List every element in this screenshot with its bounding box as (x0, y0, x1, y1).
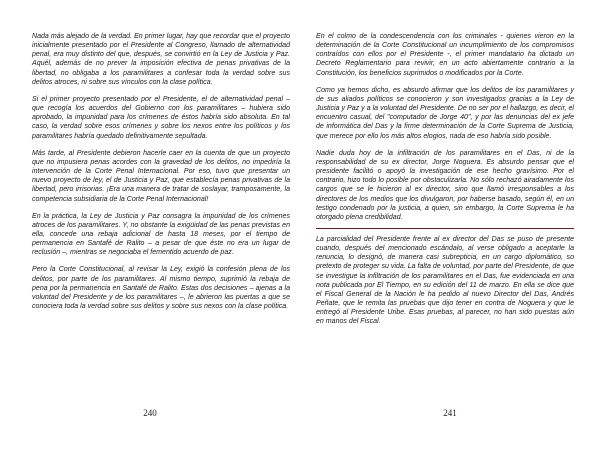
paragraph: Pero la Corte Constitucional, al revisar la Ley, exigió la confesión plena de los delitos, por parte de los paramilitares. Al mismo tiempo, suprimió la rebaja de pena por la permanencia en Santafé de Ralito. Estas dos decisiones – ajenas a la voluntad del Presidente y de los paramilitares –, le abrieron las puertas a que se conociera toda la verdad sobre sus delitos y sobre sus nexos con la clase política. (32, 266, 290, 311)
page-number: 241 (443, 408, 457, 418)
paragraph: Nadie duda hoy de la infiltración de los paramilitares en el Das, ni de la responsabilidad de su ex director, Jorge Noguera. Es absurdo pensar que el presidente facilitó o apoyó la investigación de ese hecho gravísimo. Por el contrario, hizo todo lo posible por obstaculizarla. No sólo rechazó airadamente los cargos que se le hicieron al ex director, sino que llamó irresponsables a los directores de los medios que los divulgaron, por haberse basado, según él, en un testigo condenado por la justicia, a quien, sin embargo, la Corte Suprema le ha otorgado plena credibilidad. (316, 149, 574, 221)
right-page (300, 0, 600, 450)
paragraph: La parcialidad del Presidente frente al ex director del Das se puso de presente cuando, después del mencionado escándalo, al verse obligado a aceptarle la renuncia, lo designó, de manera casi subrepticia, en un cargo diplomático, so pretexto de proteger su vida. La falta de voluntad, por parte del Presidente, de que se investigue la infiltración de los paramilitares en el Das, fue evidenciada en una nota publicada por El Tiempo, en su edición del 11 de marzo. En ella se dice que el Fiscal General de la Nación le ha pedido al nuevo Director del Das, Andrés Peñate, que le remita las pruebas que dijo tener en contra de Noguera y que le entregó al Presidente Uribe. Esas pruebas, al parecer, no han sido puestas aún en manos del Fiscal. (316, 235, 574, 326)
page-number: 240 (143, 408, 157, 418)
paragraph: Como ya hemos dicho, es absurdo afirmar que los delitos de los paramilitares y de sus aliados políticos se conocieron y son investigados gracias a la Ley de Justicia y Paz y a la voluntad del Presidente. De no ser por el hallazgo, es decir, el encuentro casual, del "computador de Jorge 40", y por las denuncias del ex jefe de informática del Das y la firme determinación de la Corte Suprema de Justicia, que merece por ello los más altos elogios, nada de eso habría sido posible. (316, 86, 574, 140)
paragraph: En la práctica, la Ley de Justicia y Paz consagra la impunidad de los crímenes atroces de los paramilitares. Y, no obstante la exigüidad de las penas previstas en ella, concede una rebaja adicional de hasta 18 meses, por el tiempo de permanencia en Santafé de Ralito – a pesar de que éste no era un lugar de reclusión –, mientras se negociaba el fementido acuerdo de paz. (32, 212, 290, 257)
left-text-column (32, 32, 290, 319)
paragraph: Nada más alejado de la verdad. En primer lugar, hay que recordar que el proyecto inicialmente presentado por el Presidente al Congreso, llamado de alternatividad penal, era muy distinto del que, después, se convirtió en la Ley de Justicia y Paz. Aquél, además de no prever la imposición efectiva de penas privativas de la libertad, no obligaba a los paramilitares a confesar toda la verdad sobre sus delitos atroces, ni sobre sus vínculos con la clase política. (32, 33, 290, 86)
right-text-column (316, 32, 574, 335)
paragraph: Si el primer proyecto presentado por el Presidente, el de alternatividad penal – que recogía los acuerdos del Gobierno con los paramilitares – hubiera sido aprobado, la impunidad para los crímenes de éstos habría sido absoluta. En tal caso, la verdad sobre esos crímenes y sobre los nexos entre los políticos y los paramilitares habría quedado definitivamente sepultada. (32, 95, 290, 140)
section-divider (316, 228, 574, 229)
paragraph: Más tarde, al Presidente debieron hacerle caer en la cuenta de que un proyecto que no impusiera penas acordes con la gravedad de los delitos, no impediría la intervención de la Corte Penal Internacional. Por eso, tuvo que presentar un nuevo proyecto de ley, el de Justicia y Paz, que establecía penas privativas de la libertad, pero irrisorias. ¡Era una manera de tratar de soslayar, tramposamente, la competencia subsidiaria de la Corte Penal Internacional! (32, 149, 290, 203)
paragraph: En el colmo de la condescendencia con los criminales - quienes vieron en la determinación de la Corte Constitucional un incumplimiento de los compromisos contraídos con ellos por el Presidente -, el primer mandatario ha dictado un Decreto Reglamentario para revivir, en un acto abiertamente contrario a la Constitución, los beneficios suprimidos o modificados por la Corte. (316, 33, 574, 77)
